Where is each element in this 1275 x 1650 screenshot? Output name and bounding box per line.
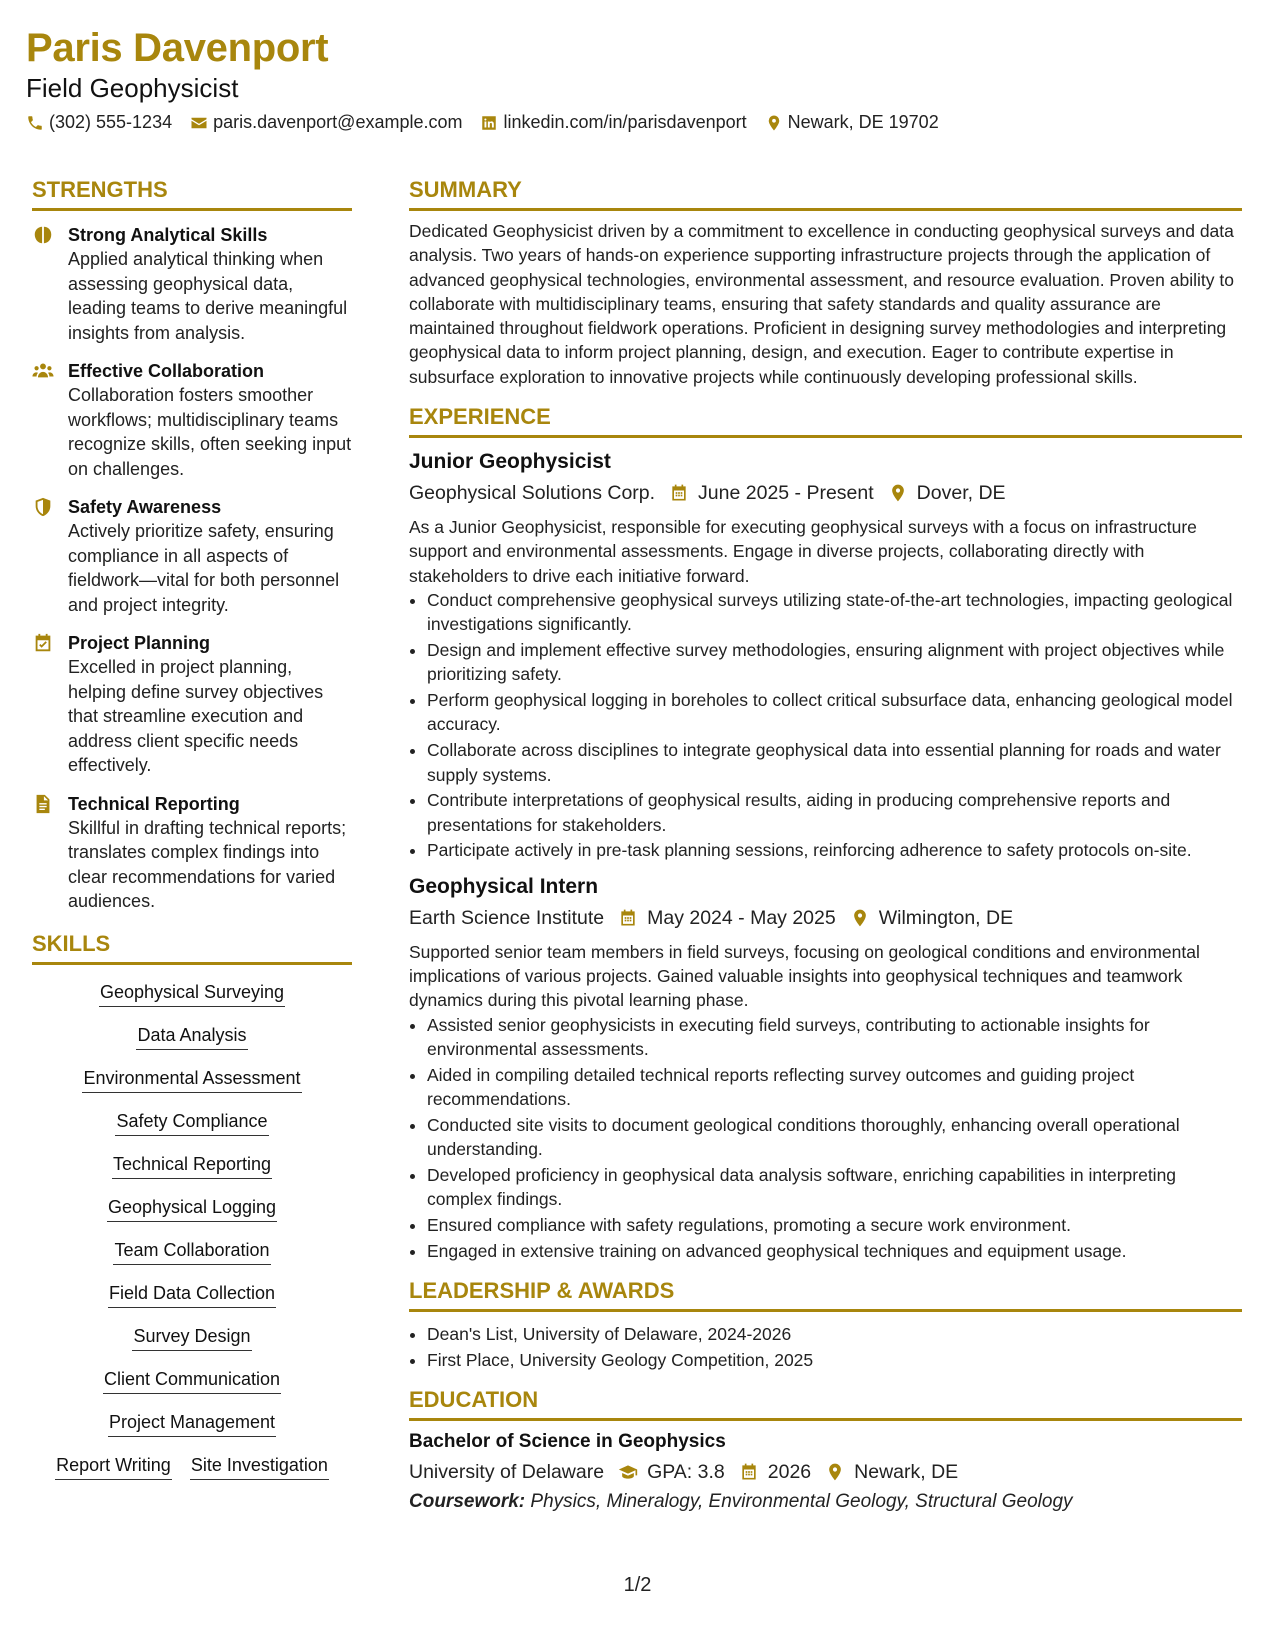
contact-linkedin[interactable] (480, 112, 746, 133)
strengths-heading: STRENGTHS (32, 176, 352, 211)
strength-desc: Skillful in drafting technical reports; translates complex findings into clear recommendations for varied audiences. (68, 817, 347, 911)
job-company: Geophysical Solutions Corp. (409, 482, 656, 505)
job-role: Junior Geophysicist (409, 450, 611, 474)
list-item: • Conducted site visits to document geological conditions thoroughly, enhancing overall operational understanding. (427, 1113, 1242, 1162)
job-meta (409, 904, 1242, 932)
list-item: • Conduct comprehensive geophysical surveys utilizing state-of-the-art technologies, impacting geological investigations significantly. (427, 588, 1242, 637)
graduation-year: 2026 (767, 1461, 812, 1484)
job-company: Earth Science Institute (409, 906, 605, 929)
skill-tag: Team Collaboration (113, 1239, 270, 1265)
strength-item (32, 359, 352, 481)
skill-tag: Survey Design (132, 1325, 251, 1351)
job-meta (409, 479, 1242, 507)
strength-desc: Excelled in project planning, helping define survey objectives that streamline execution and address client specific needs effectively. (68, 657, 324, 775)
school-location: Newark, DE (854, 1461, 959, 1484)
strength-item (32, 631, 352, 778)
map-pin-icon (850, 908, 870, 928)
list-item: • Contribute interpretations of geophysical results, aiding in producing comprehensive reports and presentations for stakeholders. (427, 788, 1242, 837)
map-pin-icon (825, 1462, 845, 1482)
skill-tag: Environmental Assessment (82, 1067, 301, 1093)
coursework-list: Physics, Mineralogy, Environmental Geology, Structural Geology (530, 1491, 1073, 1513)
list-item: • Participate actively in pre-task planning sessions, reinforcing adherence to safety protocols on-site. (427, 838, 1242, 862)
skill-tag: Client Communication (103, 1368, 281, 1394)
right-column (409, 176, 1242, 1516)
resume-header (26, 22, 1246, 133)
linkedin-icon (480, 114, 498, 132)
awards-heading: LEADERSHIP & AWARDS (409, 1277, 1242, 1312)
list-item: • Assisted senior geophysicists in executing field surveys, contributing to actionable insights for environmental assessments. (427, 1013, 1242, 1062)
skills-heading: SKILLS (32, 930, 352, 965)
education-meta (409, 1458, 1242, 1486)
skill-tag: Safety Compliance (115, 1110, 268, 1136)
strength-desc: Actively prioritize safety, ensuring compliance in all aspects of fieldwork—vital for both personnel and project integrity. (68, 521, 340, 615)
job-entry (409, 448, 1242, 863)
left-column (32, 176, 352, 1497)
awards-list (409, 1322, 1242, 1372)
strength-item (32, 223, 352, 345)
strength-desc: Applied analytical thinking when assessing geophysical data, leading teams to derive meaningful insights from analysis. (68, 249, 348, 343)
list-item: • Perform geophysical logging in boreholes to collect critical subsurface data, enhancing geological model accuracy. (427, 688, 1242, 737)
strength-title: Project Planning (68, 633, 211, 653)
candidate-title: Field Geophysicist (26, 73, 239, 103)
job-dates: June 2025 - Present (698, 482, 874, 505)
location-text: Newark, DE 19702 (787, 112, 939, 132)
job-description: As a Junior Geophysicist, responsible for executing geophysical surveys with a focus on infrastructure support and environmental assessments. Engage in diverse projects, collaborating directly with stakeholders to drive each initiative forward. (409, 517, 1197, 586)
contact-phone (26, 112, 172, 133)
list-item: • Developed proficiency in geophysical data analysis software, enriching capabilities in interpreting complex findings. (427, 1163, 1242, 1212)
summary-text: Dedicated Geophysicist driven by a commitment to excellence in conducting geophysical surveys and data analysis. Two years of hands-on experience supporting infrastructure projects through the application of advanced geophysical technologies, environmental assessment, and resource evaluation. Proven ability to collaborate with multidisciplinary teams, ensuring that safety standards and quality assurance are maintained throughout fieldwork operations. Proficient in designing survey methodologies and interpreting geophysical data to inform project planning, design, and execution. Eager to contribute expertise in subsurface exploration to innovative projects while continuously developing professional skills. (409, 221, 1234, 387)
skill-tag: Geophysical Logging (107, 1196, 277, 1222)
list-item: • Dean's List, University of Delaware, 2024-2026 (427, 1322, 1242, 1346)
calendar-icon (739, 1462, 759, 1482)
experience-heading: EXPERIENCE (409, 403, 1242, 438)
coursework (409, 1488, 1242, 1516)
summary-heading: SUMMARY (409, 176, 1242, 211)
page-number: 1/2 (623, 1574, 652, 1596)
education-heading: EDUCATION (409, 1386, 1242, 1421)
gpa-text: GPA: 3.8 (647, 1461, 725, 1484)
skill-tag: Geophysical Surveying (99, 981, 285, 1007)
job-bullets (409, 1013, 1242, 1263)
job-role: Geophysical Intern (409, 874, 599, 898)
list-item: • Ensured compliance with safety regulations, promoting a secure work environment. (427, 1213, 1242, 1237)
users-icon (32, 360, 54, 382)
job-location: Dover, DE (916, 482, 1006, 505)
document-icon (32, 793, 54, 815)
job-dates: May 2024 - May 2025 (647, 906, 836, 929)
skill-tag: Report Writing (55, 1454, 172, 1480)
school-name: University of Delaware (409, 1461, 605, 1484)
job-bullets (409, 588, 1242, 863)
strengths-list (32, 221, 352, 914)
strength-title: Safety Awareness (68, 497, 222, 517)
strength-title: Strong Analytical Skills (68, 225, 268, 245)
calendar-icon (669, 483, 689, 503)
skills-list (32, 975, 352, 1480)
strength-desc: Collaboration fosters smoother workflows; multidisciplinary teams recognize skills, often seeking input on challenges. (68, 385, 352, 479)
strength-title: Technical Reporting (68, 793, 240, 814)
list-item: • Engaged in extensive training on advanced geophysical techniques and equipment usage. (427, 1239, 1242, 1263)
brain-icon (32, 224, 54, 246)
phone-text: (302) 555-1234 (49, 112, 173, 132)
skill-tag: Data Analysis (136, 1024, 247, 1050)
job-location: Wilmington, DE (878, 906, 1014, 929)
calendar-check-icon (32, 632, 54, 654)
phone-icon (26, 114, 44, 132)
contact-bar (26, 112, 1246, 133)
skill-tag: Field Data Collection (108, 1282, 276, 1308)
email-text[interactable]: paris.davenport@example.com (213, 112, 463, 132)
strength-title: Effective Collaboration (68, 361, 265, 381)
job-description: Supported senior team members in field surveys, focusing on geological conditions and environmental implications of various projects. Gained valuable insights into geophysical techniques and teamwork dynamics during this pivotal learning phase. (409, 941, 1200, 1011)
contact-location (765, 112, 939, 133)
list-item: • Collaborate across disciplines to integrate geophysical data into essential planning for roads and water supply systems. (427, 738, 1242, 787)
list-item: • Aided in compiling detailed technical reports reflecting survey outcomes and guiding project recommendations. (427, 1063, 1242, 1112)
coursework-label: Coursework: (409, 1491, 526, 1513)
list-item: • First Place, University Geology Competition, 2025 (427, 1348, 1242, 1372)
degree-title: Bachelor of Science in Geophysics (409, 1431, 726, 1453)
linkedin-text[interactable]: linkedin.com/in/parisdavenport (503, 112, 747, 132)
education-entry (409, 1429, 1242, 1516)
job-entry (409, 873, 1242, 1263)
calendar-icon (618, 908, 638, 928)
graduation-cap-icon (618, 1462, 638, 1482)
candidate-name: Paris Davenport (26, 26, 329, 70)
map-pin-icon (888, 483, 908, 503)
list-item: • Design and implement effective survey methodologies, ensuring alignment with project objectives while prioritizing safety. (427, 638, 1242, 687)
contact-email[interactable] (190, 112, 462, 133)
skill-tag: Project Management (108, 1411, 276, 1437)
map-pin-icon (765, 114, 783, 132)
skill-tag: Site Investigation (190, 1454, 329, 1480)
envelope-icon (190, 114, 208, 132)
skill-tag: Technical Reporting (112, 1153, 272, 1179)
shield-icon (32, 496, 54, 518)
strength-item (32, 792, 352, 914)
strength-item (32, 495, 352, 617)
